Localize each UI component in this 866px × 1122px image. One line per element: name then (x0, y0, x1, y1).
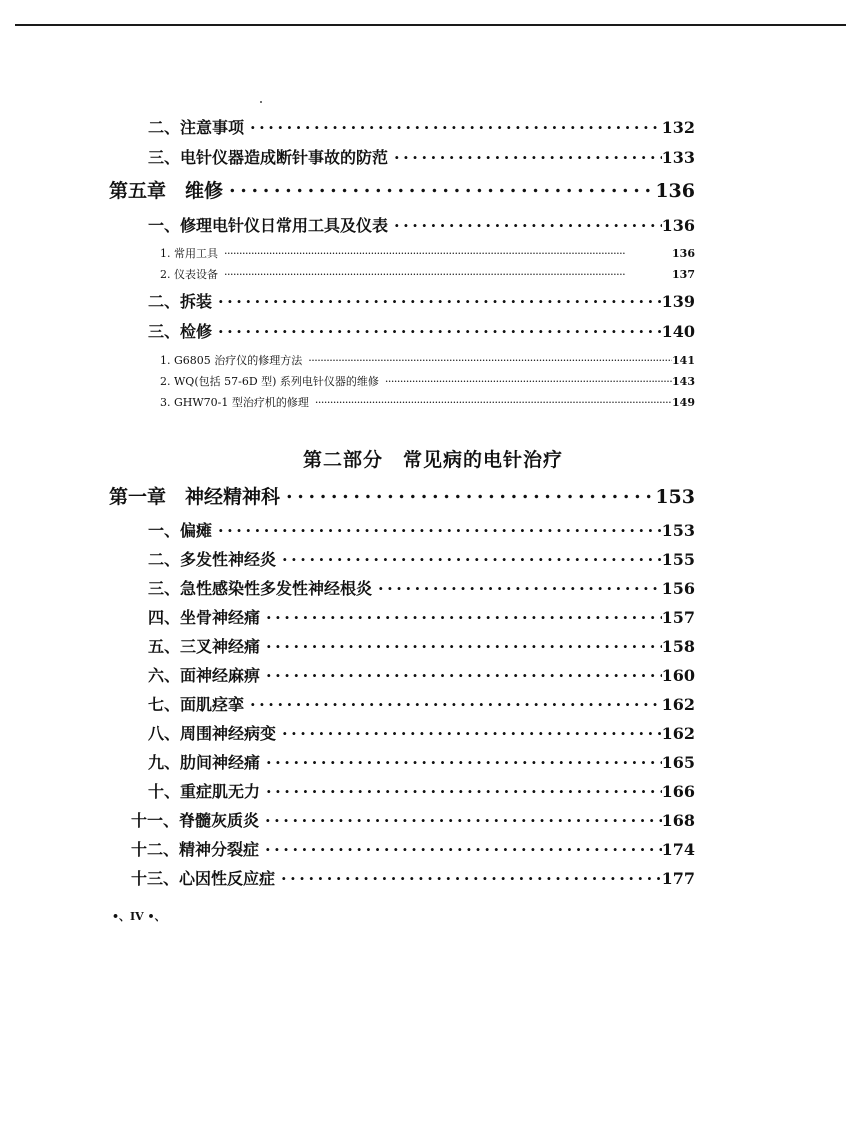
toc-entry-label: 九、肋间神经痛 (148, 753, 261, 772)
dot-leader (385, 374, 672, 385)
dot-leader (229, 178, 655, 197)
dot-leader (394, 215, 662, 231)
toc-entry[interactable] (131, 866, 695, 889)
dot-leader (282, 549, 662, 565)
toc-subentry[interactable] (160, 394, 695, 410)
toc-entry-label: 三、电针仪器造成断针事故的防范 (148, 148, 389, 167)
toc-entry[interactable] (148, 319, 695, 342)
dot-leader (394, 147, 662, 163)
toc-entry-label: 八、周围神经病变 (148, 724, 277, 743)
toc-subentry-label: 2. 仪表设备 (160, 268, 218, 281)
toc-entry[interactable] (131, 808, 695, 831)
dot-leader (266, 752, 662, 768)
toc-chapter[interactable] (109, 176, 695, 203)
toc-subentry[interactable] (160, 352, 695, 368)
dot-leader (266, 607, 662, 623)
dot-leader (282, 723, 662, 739)
dot-leader (281, 868, 662, 884)
toc-entry-page: 158 (661, 637, 695, 656)
toc-chapter-page: 153 (655, 486, 695, 508)
toc-entry-page: 160 (661, 666, 695, 685)
toc-entry[interactable] (148, 213, 695, 236)
toc-subentry-page: 149 (672, 396, 695, 409)
dot-leader (250, 694, 662, 710)
toc-entry-page: 174 (661, 840, 695, 859)
toc-entry-label: 四、坐骨神经痛 (148, 608, 261, 627)
toc-entry-label: 五、三叉神经痛 (148, 637, 261, 656)
toc-entry-page: 153 (661, 521, 695, 540)
dot-leader (266, 781, 662, 797)
toc-entry[interactable] (148, 576, 695, 599)
toc-entry-label: 二、拆装 (148, 292, 213, 311)
toc-entry-page: 133 (661, 148, 695, 167)
toc-subentry-label: 1. G6805 治疗仪的修理方法 (160, 354, 303, 367)
toc-entry-label: 二、多发性神经炎 (148, 550, 277, 569)
toc-entry-page: 139 (661, 292, 695, 311)
dot-leader (266, 636, 662, 652)
toc-entry[interactable] (148, 663, 695, 686)
dot-leader (286, 484, 655, 503)
dot-leader (266, 665, 662, 681)
toc-entry[interactable] (131, 837, 695, 860)
toc-subentry-label: 2. WQ(包括 57-6D 型) 系列电针仪器的维修 (160, 375, 379, 388)
toc-entry-page: 140 (661, 322, 695, 341)
toc-subentry-page: 143 (672, 375, 695, 388)
toc-entry[interactable] (148, 692, 695, 715)
dot-leader (308, 353, 672, 364)
toc-entry-page: 157 (661, 608, 695, 627)
toc-entry-label: 一、偏瘫 (148, 521, 213, 540)
top-rule (15, 24, 846, 26)
toc-entry-page: 166 (661, 782, 695, 801)
toc-entry-page: 136 (661, 216, 695, 235)
toc-subentry[interactable] (160, 245, 695, 261)
toc-subentry[interactable] (160, 266, 695, 282)
toc-chapter[interactable] (109, 482, 695, 509)
dot-leader (218, 291, 662, 307)
toc-entry[interactable] (148, 518, 695, 541)
toc-entry-page: 156 (661, 579, 695, 598)
toc-entry-label: 一、修理电针仪日常用工具及仪表 (148, 216, 389, 235)
toc-entry-page: 168 (661, 811, 695, 830)
dot-leader (224, 267, 672, 278)
toc-entry-label: 十三、心因性反应症 (131, 869, 276, 888)
toc-subentry-page: 137 (672, 268, 695, 281)
toc-chapter-label: 第一章 神经精神科 (109, 486, 281, 508)
scan-speck (260, 101, 262, 103)
toc-entry-label: 十、重症肌无力 (148, 782, 261, 801)
toc-chapter-label: 第五章 维修 (109, 180, 224, 202)
toc-entry[interactable] (148, 605, 695, 628)
toc-entry-label: 三、检修 (148, 322, 213, 341)
dot-leader (218, 520, 662, 536)
part-title: 第二部分 常见病的电针治疗 (302, 449, 563, 471)
dot-leader (250, 117, 662, 133)
dot-leader (315, 395, 672, 406)
toc-entry-label: 十一、脊髓灰质炎 (131, 811, 260, 830)
toc-chapter-page: 136 (655, 180, 695, 202)
toc-entry-page: 132 (661, 118, 695, 137)
toc-entry[interactable] (148, 289, 695, 312)
dot-leader (265, 839, 662, 855)
dot-leader (224, 246, 672, 257)
toc-subentry-label: 1. 常用工具 (160, 247, 218, 260)
toc-entry-label: 七、面肌痉挛 (148, 695, 245, 714)
toc-entry[interactable] (148, 145, 695, 168)
toc-subentry-page: 136 (672, 247, 695, 260)
dot-leader (265, 810, 662, 826)
toc-entry-page: 165 (661, 753, 695, 772)
toc-entry-label: 二、注意事项 (148, 118, 245, 137)
toc-entry[interactable] (148, 779, 695, 802)
toc-entry-page: 177 (661, 869, 695, 888)
toc-entry-label: 三、急性感染性多发性神经根炎 (148, 579, 373, 598)
toc-entry-page: 162 (661, 724, 695, 743)
dot-leader (378, 578, 662, 594)
dot-leader (218, 321, 662, 337)
toc-subentry-label: 3. GHW70-1 型治疗机的修理 (160, 396, 309, 409)
toc-entry[interactable] (148, 115, 695, 138)
page-number-footer: •、IV •、 (112, 910, 166, 923)
toc-entry[interactable] (148, 547, 695, 570)
toc-subentry-page: 141 (672, 354, 695, 367)
toc-entry[interactable] (148, 634, 695, 657)
toc-subentry[interactable] (160, 373, 695, 389)
toc-entry-page: 155 (661, 550, 695, 569)
toc-entry-label: 十二、精神分裂症 (131, 840, 260, 859)
toc-entry-label: 六、面神经麻痹 (148, 666, 261, 685)
toc-entry[interactable] (148, 721, 695, 744)
toc-entry[interactable] (148, 750, 695, 773)
toc-entry-page: 162 (661, 695, 695, 714)
